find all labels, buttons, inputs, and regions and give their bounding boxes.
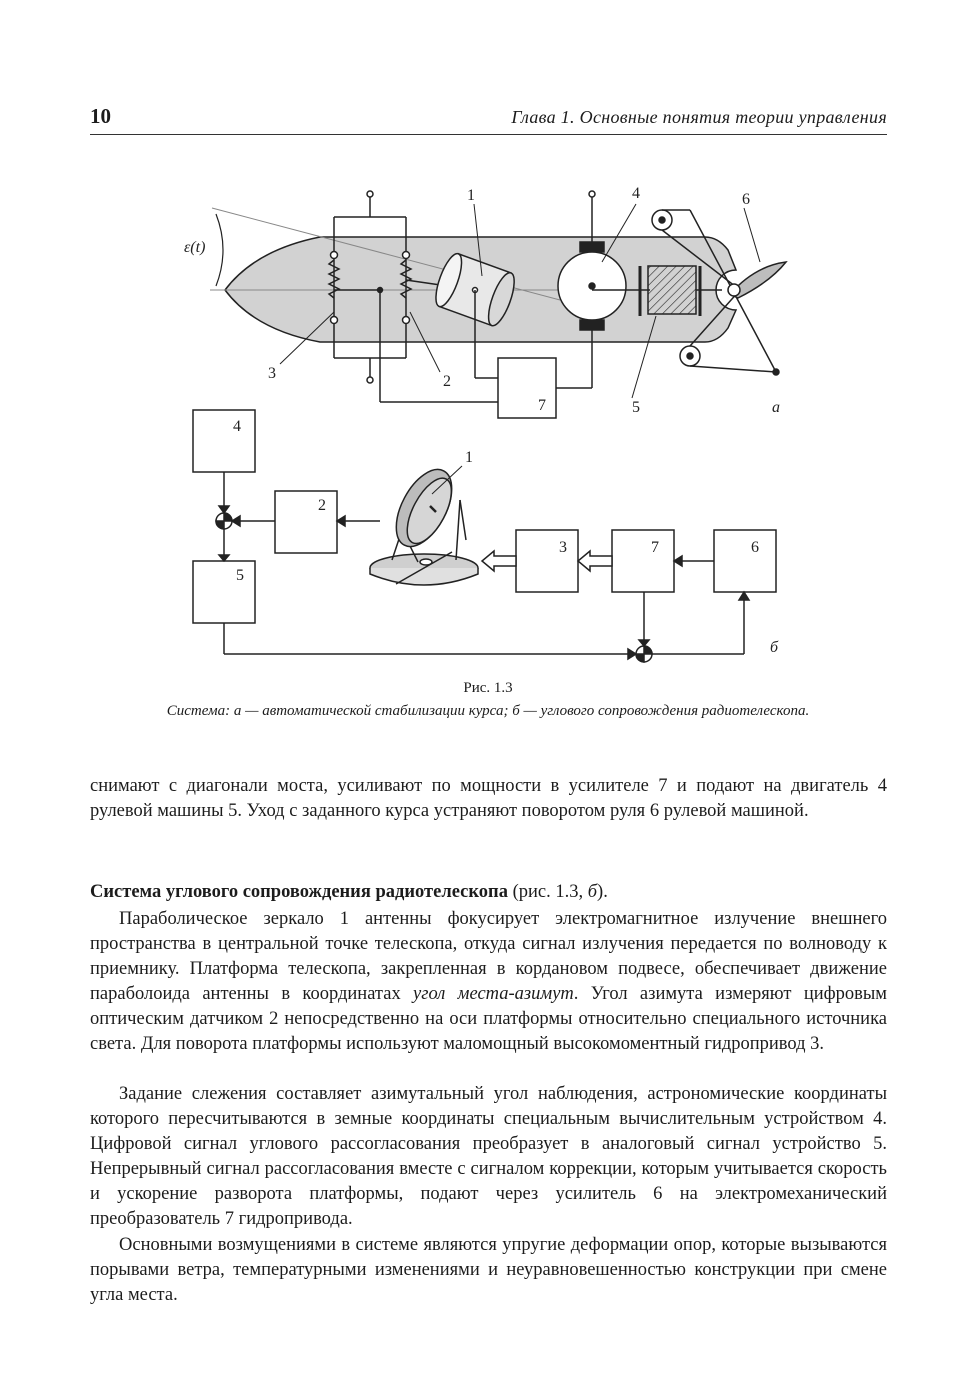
- label-b-1: 1: [465, 449, 473, 466]
- label-a-3: 3: [268, 365, 276, 382]
- label-a-7: 7: [538, 397, 546, 414]
- label-a-6: 6: [742, 191, 750, 208]
- label-b-3: 3: [559, 539, 567, 556]
- label-a-1: 1: [467, 187, 475, 204]
- label-b-6: 6: [751, 539, 759, 556]
- page-number: 10: [90, 104, 111, 128]
- section-ref-pre: (рис. 1.3,: [507, 882, 588, 902]
- label-a-5: 5: [632, 399, 640, 416]
- label-a-2: 2: [443, 373, 451, 390]
- section-ref-post: ).: [597, 882, 608, 902]
- section-ref-em: б: [587, 882, 598, 902]
- subfigure-label-a: а: [772, 399, 780, 416]
- diagram-a: [210, 191, 786, 418]
- paragraph-antenna-em: угол места-азимут: [413, 984, 574, 1004]
- label-b-5: 5: [236, 567, 244, 584]
- paragraph-antenna-part1: Параболическое зеркало 1 антенны фокусирует электромагнитное излучение внешнего пространства в центральной точке телескопа, откуда сигнал излучения передается по волноводу к приемнику. Платформа телескопа, закрепленная в кордановом подвесе, обеспечивает движение параболоида антенны в координатах: [90, 909, 887, 1004]
- section-heading-line: [90, 880, 887, 905]
- diagram-b: [193, 410, 776, 662]
- label-b-2: 2: [318, 497, 326, 514]
- label-b-7: 7: [651, 539, 659, 556]
- block-6: [714, 530, 776, 592]
- subfigure-label-b: б: [770, 639, 779, 656]
- figure-1-3: [0, 0, 976, 680]
- figure-caption-text: Система: а — автоматической стабилизации курса; б — углового сопровождения радиотелескопа.: [166, 703, 810, 719]
- amplifier-7-a: [498, 358, 556, 418]
- paragraph-antenna-part2: . Угол азимута измеряют цифровым оптическим датчиком 2 непосредственно на оси платформы относительно специального источника света. Для поворота платформы используют маломощный высокомоментный гидропривод 3.: [90, 984, 887, 1054]
- paragraph-continuation: снимают с диагонали моста, усиливают по мощности в усилителе 7 и подают на двигатель 4 рулевой машины 5. Уход с заданного курса устраняют поворотом руля 6 рулевой машиной.: [90, 776, 887, 821]
- paragraph-disturbances: Основными возмущениями в системе являются упругие деформации опор, которые вызываются порывами ветра, температурными изменениями и неуравновешенностью конструкции при смене угла места.: [90, 1235, 887, 1305]
- block-5: [193, 561, 255, 623]
- block-3: [516, 530, 578, 592]
- paragraph-antenna: [90, 907, 887, 1057]
- label-b-4: 4: [233, 418, 241, 435]
- block-7: [612, 530, 674, 592]
- block-4: [193, 410, 255, 472]
- section-heading: Система углового сопровождения радиотелескопа: [90, 882, 508, 902]
- block-2: [275, 491, 337, 553]
- paragraph-tracking: Задание слежения составляет азимутальный угол наблюдения, астрономические координаты которого пересчитываются в земные координаты специальным вычислительным устройством 4. Цифровой сигнал углового рассогласования преобразует в аналоговый сигнал устройство 5. Непрерывный сигнал рассогласования вместе с сигналом коррекции, которым учитывается скорость и ускорение разворота платформы, подают через усилитель 6 на электромеханический преобразователь 7 гидропривода.: [90, 1084, 887, 1229]
- angle-label: ε(t): [184, 239, 206, 256]
- figure-caption-title: Рис. 1.3: [463, 680, 513, 696]
- chapter-title: Глава 1. Основные понятия теории управления: [511, 107, 887, 127]
- angle-arc: [216, 214, 223, 286]
- parabolic-antenna: [370, 461, 478, 585]
- label-a-4: 4: [632, 185, 640, 202]
- steering-machine-5: [648, 266, 696, 314]
